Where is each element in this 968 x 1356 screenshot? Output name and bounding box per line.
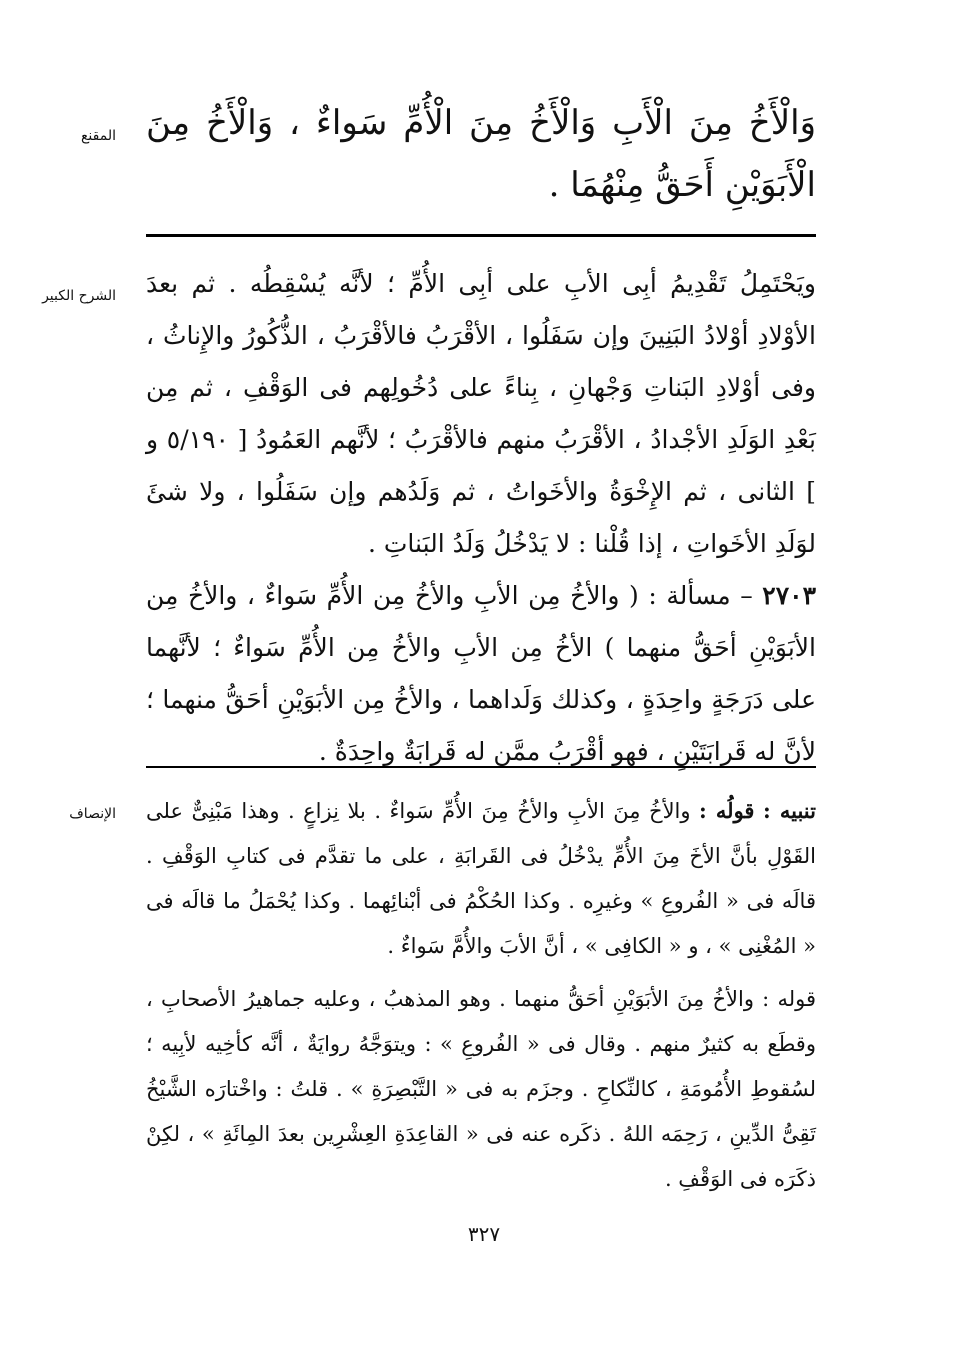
insaf-paragraph-2: قوله : والأخُ مِنَ الأبَوَيْنِ أحَقُّ منهما . وهو المذهبُ ، وعليه جماهيرُ الأصحابِ ، وقطَع به كثيرٌ منهم . وقال فى « الفُروعِ » : ويتوَجَّهُ روايَةٌ ، أنَّه كأخِيه لأبِيه ؛ لسُقوطِ الأُمُومَةِ ، كالنِّكاحِ . وجزَم به فى « التَّبْصِرَةِ » . قلتُ : واخْتارَه الشَّيْخُ تَقِىُّ الدِّينِ ، رَحِمَه اللهُ . ذكَره عنه فى « القاعِدَةِ العِشْرِين بعدَ المِائَةِ » ، لكِنْ ذكَرَه فى الوَقْفِ . — [146, 987, 816, 1191]
section-divider-middle — [146, 766, 816, 768]
sharh-label: الشرح الكبير — [42, 288, 116, 304]
issue-paragraph — [146, 570, 816, 778]
muqni-text: وَالْأَخُ مِنَ الْأَبِ وَالْأَخُ مِنَ الْأُمِّ سَواءٌ ، وَالْأَخُ مِنَ الْأَبَوَيْنِ أَحَقُّ مِنْهُمَا . — [146, 103, 816, 205]
qawluhu-word: قولُه : — [699, 798, 755, 823]
issue-word: – مسألة : — [648, 581, 753, 610]
sharh-text — [146, 258, 816, 778]
insaf-paragraph — [146, 788, 816, 969]
sharh-paragraph: ويَحْتَمِلُ تَقْدِيمُ أبِى الأبِ على أبِى الأُمِّ ؛ لأنَّه يُسْقِطُه . ثم بعدَ الأوْلادِ أوْلادُ البَنِينَ وإن سَفَلُوا ، الأقْرَبُ فالأقْرَبُ ، الذُّكُورُ والإِناثُ ، وفى أوْلادِ البَناتِ وَجْهانِ ، بِناءً على دُخُولِهم فى الوَقْفِ ، ثم مِن بَعْدِ الوَلَدِ الأجْدادُ ، الأقْرَبُ منهم فالأقْرَبُ ؛ لأنَّهم العَمُودُ [ ٥/١٩٠ و ] الثانى ، ثم الإِخْوَةُ والأخَواتُ ، ثم وَلَدُهم وإن سَفَلُوا ، ولا شئَ لوَلَدِ الأخَواتِ ، إذا قُلْنا : لا يَدْخُلُ وَلَدُ البَناتِ . — [146, 269, 816, 558]
muqni-label: المقنع — [80, 128, 116, 144]
insaf-text — [146, 788, 816, 1202]
page-number: ٣٢٧ — [467, 1222, 501, 1246]
tanbih-heading: تنبيه : — [762, 798, 816, 823]
insaf-label: الإنصاف — [69, 806, 116, 822]
section-divider-top — [146, 234, 816, 237]
issue-number: ٢٧٠٣ — [762, 581, 817, 610]
issue-text: ( والأخُ مِن الأبِ والأخُ مِن الأُمِّ سَواءٌ ، والأخُ مِن الأبَوَيْنِ أحَقُّ منهما ) الأخُ مِن الأبِ والأخُ مِن الأُمِّ سَواءٌ ؛ لأنَّهما على دَرَجَةٍ واحِدَةٍ ، وكذلك وَلَداهما ، والأخُ مِن الأبَوَيْنِ أحَقُّ منهما ؛ لأنَّ له قَرابَتَيْنِ ، فهو أقْرَبُ ممَّن له قَرابَةٌ واحِدَةٌ . — [146, 581, 816, 766]
insaf-paragraph-1: والأخُ مِنَ الأبِ والأخُ مِنَ الأُمِّ سَواءٌ . بلا نِزاعٍ . وهذا مَبْنِىٌّ على القَوْلِ بأنَّ الأخَ مِنَ الأُمِّ يدْخُلُ فى القَرابَةِ ، على ما تقدَّم فى كتابِ الوَقْفِ . قالَه فى « الفُروعِ » وغيرِه . وكذا الحُكْمُ فى أبْنائِهما . وكذا يُحْمَلُ ما قالَه فى « المُغْنِى » ، و « الكافِى » ، أنَّ الأبَ والأُمَّ سَواءٌ . — [146, 799, 816, 958]
